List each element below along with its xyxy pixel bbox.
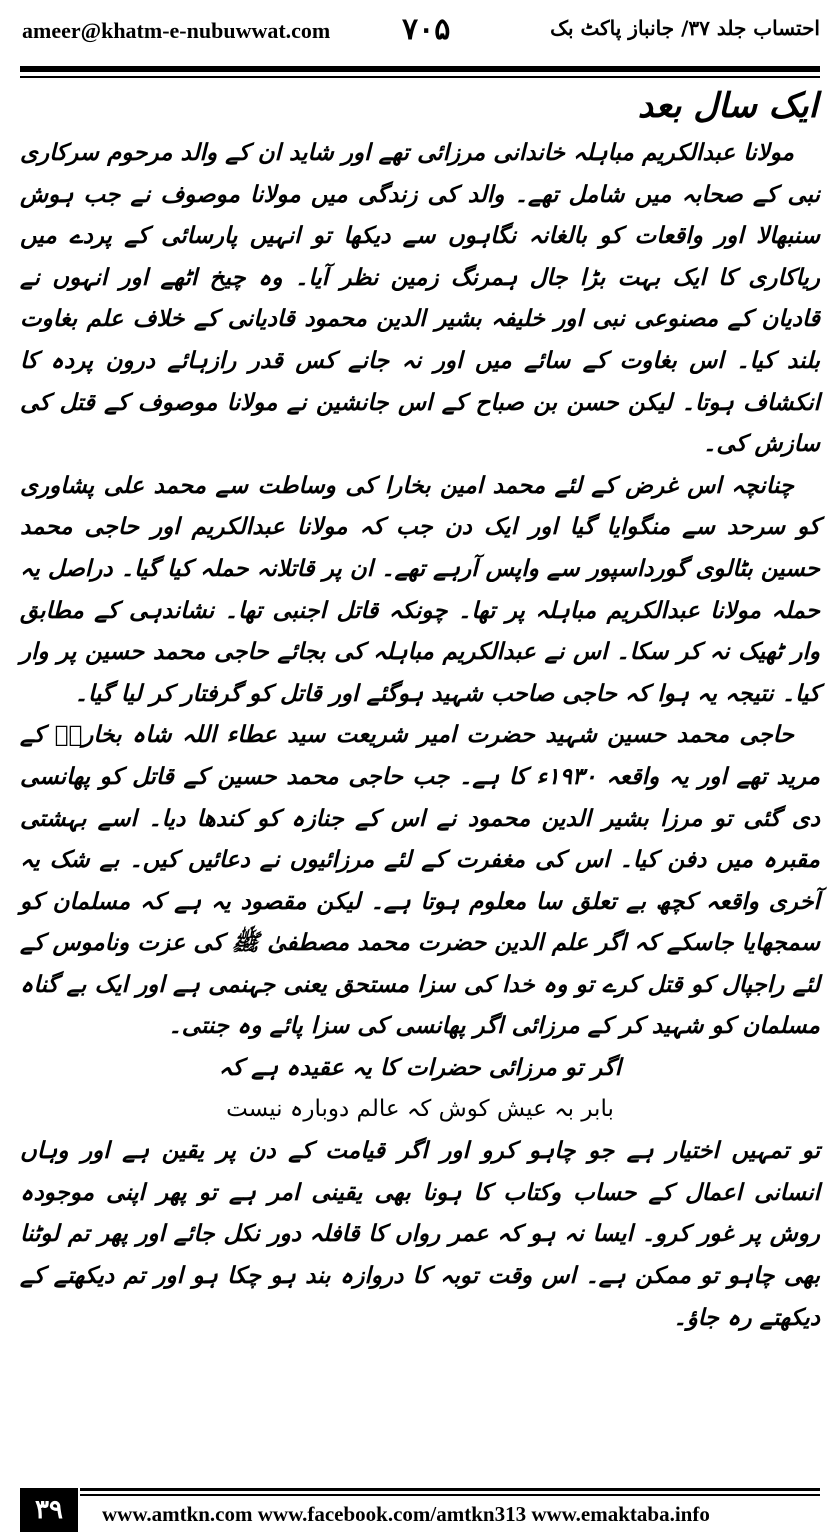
paragraph-2: چنانچہ اس غرض کے لئے محمد امین بخارا کی وساطت سے محمد علی پشاوری کو سرحد سے منگوایا گیا اور ایک دن جب کہ مولانا عبدالکریم اور حاجی محمد حسین بٹالوی گورداسپور سے واپس آرہے تھے۔ ان پر قاتلانہ حملہ کیا گیا۔ دراصل یہ حملہ مولانا عبدالکریم مباہلہ پر تھا۔ چونکہ قاتل اجنبی تھا۔ نشاندہی کے مطابق وار ٹھیک نہ کر سکا۔ اس نے عبدالکریم مباہلہ کی بجائے حاجی محمد حسین پر وار کیا۔ نتیجہ یہ ہوا کہ حاجی صاحب شہید ہوگئے اور قاتل کو گرفتار کر لیا گیا۔ (20, 471, 820, 707)
book-title: احتساب جلد ۳۷/ جانباز پاکٹ بک (550, 16, 820, 40)
paragraph-3: حاجی محمد حسین شہید حضرت امیر شریعت سید عطاء اللہ شاہ بخاریؒ کے مرید تھے اور یہ واقعہ ۱۹۳۰ء کا ہے۔ جب حاجی محمد حسین کے قاتل کو پھانسی دی گئی تو مرزا بشیر الدین محمود نے اس کے جنازہ کو کندھا دیا۔ اسے بہشتی مقبرہ میں دفن کیا۔ اس کی مغفرت کے لئے مرزائیوں نے دعائیں کیں۔ بے شک یہ آخری واقعہ کچھ بے تعلق سا معلوم ہوتا ہے۔ لیکن مقصود یہ ہے کہ مسلمان کو سمجھایا جاسکے کہ اگر علم الدین حضرت محمد مصطفیٰ ﷺ کی عزت وناموس کے لئے راجپال کو قتل کرے تو وہ خدا کی سزا مستحق یعنی جہنمی ہے اور ایک بے گناہ مسلمان کو شہید کر کے مرزائی اگر پھانسی کی سزا پائے وہ جنتی۔ (20, 721, 820, 1040)
page-number: ۷۰۵ (402, 12, 451, 47)
header-rule-thick (20, 66, 820, 72)
paragraph-1: مولانا عبدالکریم مباہلہ خاندانی مرزائی تھے اور شاید ان کے والد مرحوم سرکاری نبی کے صحابہ میں شامل تھے۔ والد کی زندگی میں مولانا موصوف نے جب ہوش سنبھالا اور واقعات کو بالغانہ نگاہوں سے دیکھا تو انہیں پارسائی کے پردے میں ریاکاری کا ایک بہت بڑا جال ہمرنگ زمین نظر آیا۔ وہ چیخ اٹھے اور انہوں نے قادیان کے مصنوعی نبی اور خلیفہ بشیر الدین محمود قادیانی کے خلاف علم بغاوت بلند کیا۔ اس بغاوت کے سائے میں اور نہ جانے کس قدر رازہائے درون پردہ کا انکشاف ہوتا۔ لیکن حسن بن صباح کے اس جانشین نے مولانا موصوف کے قتل کی سازش کی۔ (20, 139, 820, 458)
footer-rule-top (80, 1488, 820, 1491)
header-email: ameer@khatm-e-nubuwwat.com (22, 18, 331, 43)
page-header (22, 14, 820, 48)
intro-line: اگر تو مرزائی حضرات کا یہ عقیدہ ہے کہ (218, 1054, 622, 1082)
header-rule-thin (20, 76, 820, 78)
page-footer (20, 1488, 820, 1532)
section-title: ایک سال بعد (637, 86, 818, 126)
persian-couplet: بابر بہ عیش کوش کہ عالم دوبارہ نیست (226, 1095, 614, 1122)
footer-urls: www.amtkn.com www.facebook.com/amtkn313 www.emaktaba.info (102, 1502, 710, 1526)
body-text (20, 132, 820, 1338)
closing-paragraph: تو تمہیں اختیار ہے جو چاہو کرو اور اگر قیامت کے دن پر یقین ہے اور وہاں انسانی اعمال کے حساب وکتاب کا ہونا بھی یقینی امر ہے تو پھر اپنی موجودہ روش پر غور کرو۔ ایسا نہ ہو کہ عمر رواں کا قافلہ دور نکل جائے اور پھر تم لوٹنا بھی چاہو تو ممکن ہے۔ اس وقت توبہ کا دروازہ بند ہو چکا ہو اور تم دیکھتے کے دیکھتے رہ جاؤ۔ (20, 1137, 820, 1331)
source-page-number: ۳۹ (20, 1488, 78, 1532)
footer-rule-bottom (80, 1494, 820, 1496)
